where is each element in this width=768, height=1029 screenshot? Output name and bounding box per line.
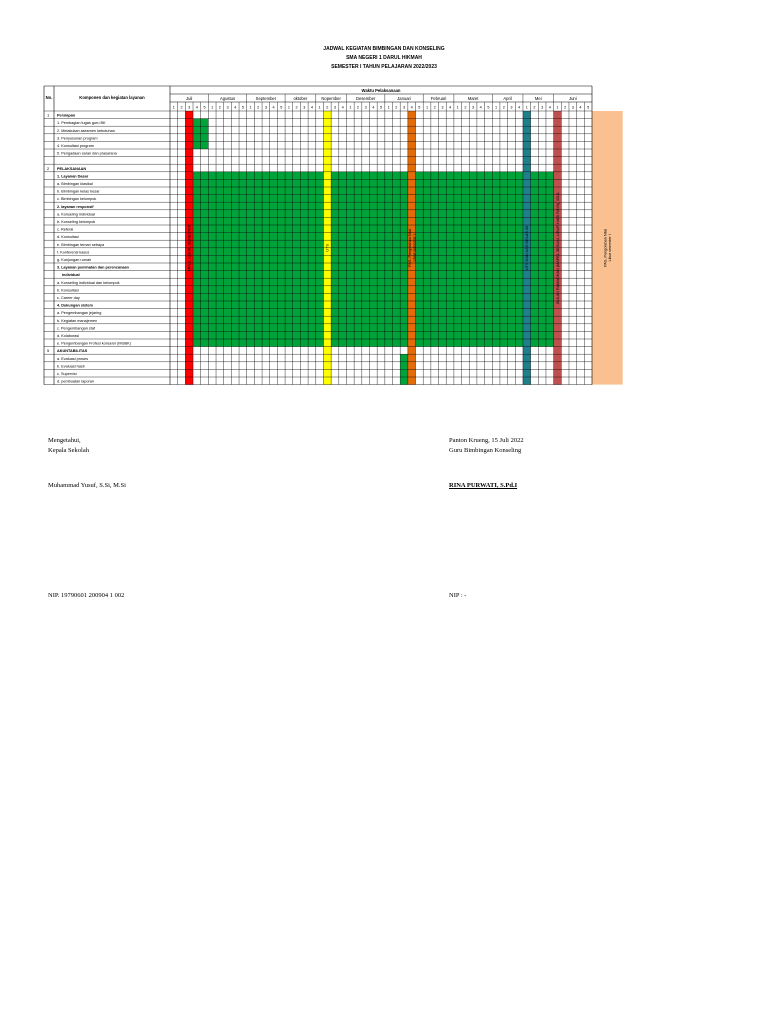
- row-number: 2: [47, 165, 50, 171]
- week-number: 2: [356, 105, 360, 110]
- week-number: 1: [556, 105, 559, 110]
- activity-label: PELAKSANAAN: [57, 166, 87, 171]
- week-number: 1: [525, 105, 528, 110]
- week-number: 4: [518, 105, 521, 110]
- activity-label: c. Career day: [57, 296, 80, 300]
- week-number: 1: [425, 105, 429, 110]
- week-number: 3: [364, 105, 367, 110]
- activity-fill: [400, 369, 408, 377]
- acknowledgement-label: Mengetahui,: [48, 437, 81, 444]
- month-label: Desember: [355, 96, 376, 101]
- week-number: 5: [241, 105, 244, 110]
- week-number: 4: [548, 105, 551, 110]
- week-number: 1: [211, 105, 214, 110]
- week-number: 4: [448, 105, 452, 110]
- activity-fill: [400, 362, 408, 370]
- month-label: Agustus: [219, 96, 236, 101]
- week-number: 1: [349, 105, 352, 110]
- activity-label: a. Pengembangan jejaring: [57, 311, 102, 316]
- week-number: 3: [510, 105, 513, 110]
- activity-label: a. Evaluasi proses: [57, 356, 89, 361]
- week-number: 5: [203, 105, 206, 110]
- activity-label: e. Bimbingan teman sebaya: [57, 242, 105, 247]
- week-number: 3: [188, 105, 191, 110]
- activity-label: 1. Pembagian tugas guru BK: [57, 121, 106, 126]
- band-label: UTS DAN UAS KELAS XII: [525, 225, 530, 271]
- activity-label: 1. Layanan Dasar: [57, 174, 89, 179]
- week-number: 3: [264, 105, 267, 110]
- week-number: 2: [218, 105, 221, 110]
- activity-label: d. pembuatan laporan: [57, 379, 94, 384]
- week-number: 2: [464, 105, 467, 110]
- band-label: PAS, Pengolahan Nilai: [603, 228, 608, 267]
- band-label: Libur semester I: [412, 234, 417, 262]
- week-number: 5: [280, 105, 283, 110]
- week-number: 1: [495, 105, 498, 110]
- week-number: 3: [402, 105, 406, 110]
- activity-label: 4. Konsultasi program: [57, 144, 94, 148]
- principal-nip: NIP. 19790601 200904 1 002: [48, 592, 125, 599]
- activity-label: 2. Melakukan asesmen kebutuhan: [57, 128, 115, 133]
- activity-label: d. Konsultasi: [57, 235, 79, 240]
- activity-label: c. Bimbingan kelompok: [57, 197, 97, 202]
- principal-name: Muhammad Yusuf, S.Si, M.Si: [48, 482, 126, 489]
- activity-label: 5. Pengadaan saran dan prasarana: [57, 151, 117, 156]
- week-number: 4: [479, 105, 482, 110]
- activity-label: c. Pengembangan staf: [57, 326, 95, 331]
- week-number: 5: [418, 105, 421, 110]
- month-label: April: [503, 96, 512, 101]
- week-number: 3: [226, 105, 229, 110]
- week-number: 4: [341, 105, 344, 110]
- week-number: 1: [318, 105, 321, 110]
- month-label: September: [255, 96, 277, 101]
- week-number: 1: [249, 105, 252, 110]
- place-date: Panton Krueng, 15 Juli 2022: [449, 437, 524, 444]
- activity-label: b. Kegiatan manajemen: [57, 318, 98, 323]
- activity-label: a. Konseling individual dan kelompok: [57, 280, 120, 285]
- counselor-name: RINA PURWATI, S.Pd.I: [449, 482, 518, 489]
- activity-label: a. Konseling individual: [57, 212, 95, 217]
- week-number: 5: [487, 105, 490, 110]
- activity-label: b. Konsultasi: [57, 288, 79, 293]
- week-number: 1: [287, 105, 290, 110]
- week-number: 3: [303, 105, 306, 110]
- week-number: 4: [310, 105, 314, 110]
- week-number: 2: [395, 105, 398, 110]
- activity-label: 3. Layanan peminatan dan perencanaan: [57, 265, 129, 270]
- month-label: Nopember: [321, 96, 341, 101]
- month-label: Juli: [186, 96, 193, 101]
- activity-label: 3. Penyusunan program: [57, 136, 98, 141]
- semester-title: SEMESTER I TAHUN PELAJARAN 2022/2023: [331, 64, 437, 70]
- band-label: PAS, Pengolahan Nilai: [407, 228, 412, 267]
- week-number: 2: [564, 105, 567, 110]
- week-number: 1: [172, 105, 175, 110]
- activity-label: individual: [62, 273, 80, 278]
- activity-label: c. Supervisi: [57, 372, 77, 376]
- activity-label: d. Kolaborasi: [57, 334, 80, 338]
- band-label: BULAN RAMADHAN (MAPEL SESUAI, LIBUR HARI RAYA), IDUL: [555, 191, 560, 304]
- week-number: 3: [441, 105, 444, 110]
- activity-label: c. Referal: [57, 227, 74, 232]
- month-label: Februari: [430, 96, 447, 101]
- month-label: Januari: [397, 96, 411, 101]
- counselor-title: Guru Bimbingan Konseling: [449, 447, 522, 454]
- activity-label: a. Bimbingan klasikal: [57, 182, 93, 186]
- week-number: 3: [472, 105, 475, 110]
- week-number: 2: [180, 105, 183, 110]
- principal-title: Kepala Sekolah: [48, 447, 89, 454]
- week-number: 4: [410, 105, 413, 110]
- week-number: 2: [433, 105, 436, 110]
- activity-label: g. Kunjungan rumah: [57, 258, 92, 262]
- document-title: JADWAL KEGIATAN BIMBINGAN DAN KONSELING: [323, 46, 445, 52]
- week-number: 2: [257, 105, 260, 110]
- week-number: 4: [234, 105, 237, 110]
- month-label: oktober: [293, 96, 308, 101]
- activity-fill: [400, 354, 408, 362]
- week-number: 1: [387, 105, 390, 110]
- band-label: MPLS, LIBUR, SEMESTER: [187, 224, 192, 272]
- week-number: 3: [541, 105, 544, 110]
- school-name: SMA NEGERI 1 DARUL HIKMAH: [346, 55, 422, 61]
- activity-label: AKUNTABILITAS: [57, 349, 88, 354]
- band-label: Libur semester I: [608, 234, 613, 262]
- activity-label: e. Pengembangan Frofesi konselor (MGBK): [57, 341, 131, 346]
- week-number: 1: [456, 105, 459, 110]
- activity-label: b. Konseling kelompok: [57, 220, 96, 224]
- activity-label: 2. layanan responsif: [57, 204, 94, 209]
- band-label: UTS: [325, 243, 330, 252]
- week-number: 5: [587, 105, 590, 110]
- week-number: 4: [272, 105, 275, 110]
- activity-label: b. Bimbingan kelas besar: [57, 189, 100, 194]
- col-no-header: No.: [45, 95, 53, 100]
- week-number: 3: [571, 105, 574, 110]
- row-number: 5: [47, 348, 50, 354]
- week-number: 2: [533, 105, 536, 110]
- activity-label: 4. Dukungan sistem: [57, 303, 93, 308]
- week-number: 2: [502, 105, 505, 110]
- week-number: 4: [372, 105, 375, 110]
- week-number: 2: [326, 105, 329, 110]
- col-component-header: Komponen dan kegiatan layanan: [79, 95, 145, 100]
- month-label: Maret: [467, 96, 479, 101]
- col-time-header: Waktu Pelaksanaan: [361, 88, 401, 93]
- week-number: 2: [295, 105, 298, 110]
- row-number: 1: [47, 112, 50, 118]
- week-number: 3: [333, 105, 337, 110]
- activity-label: b. Evaluasi hasil: [57, 364, 85, 369]
- week-number: 5: [379, 105, 383, 110]
- week-number: 4: [195, 105, 198, 110]
- month-label: Mei: [534, 96, 542, 101]
- counselor-nip: NIP : -: [449, 592, 467, 599]
- activity-label: Persiapan: [57, 113, 76, 118]
- activity-label: f. Konferensi kasus: [57, 250, 90, 255]
- month-label: Juni: [568, 96, 577, 101]
- week-number: 4: [579, 105, 582, 110]
- activity-fill: [400, 377, 408, 385]
